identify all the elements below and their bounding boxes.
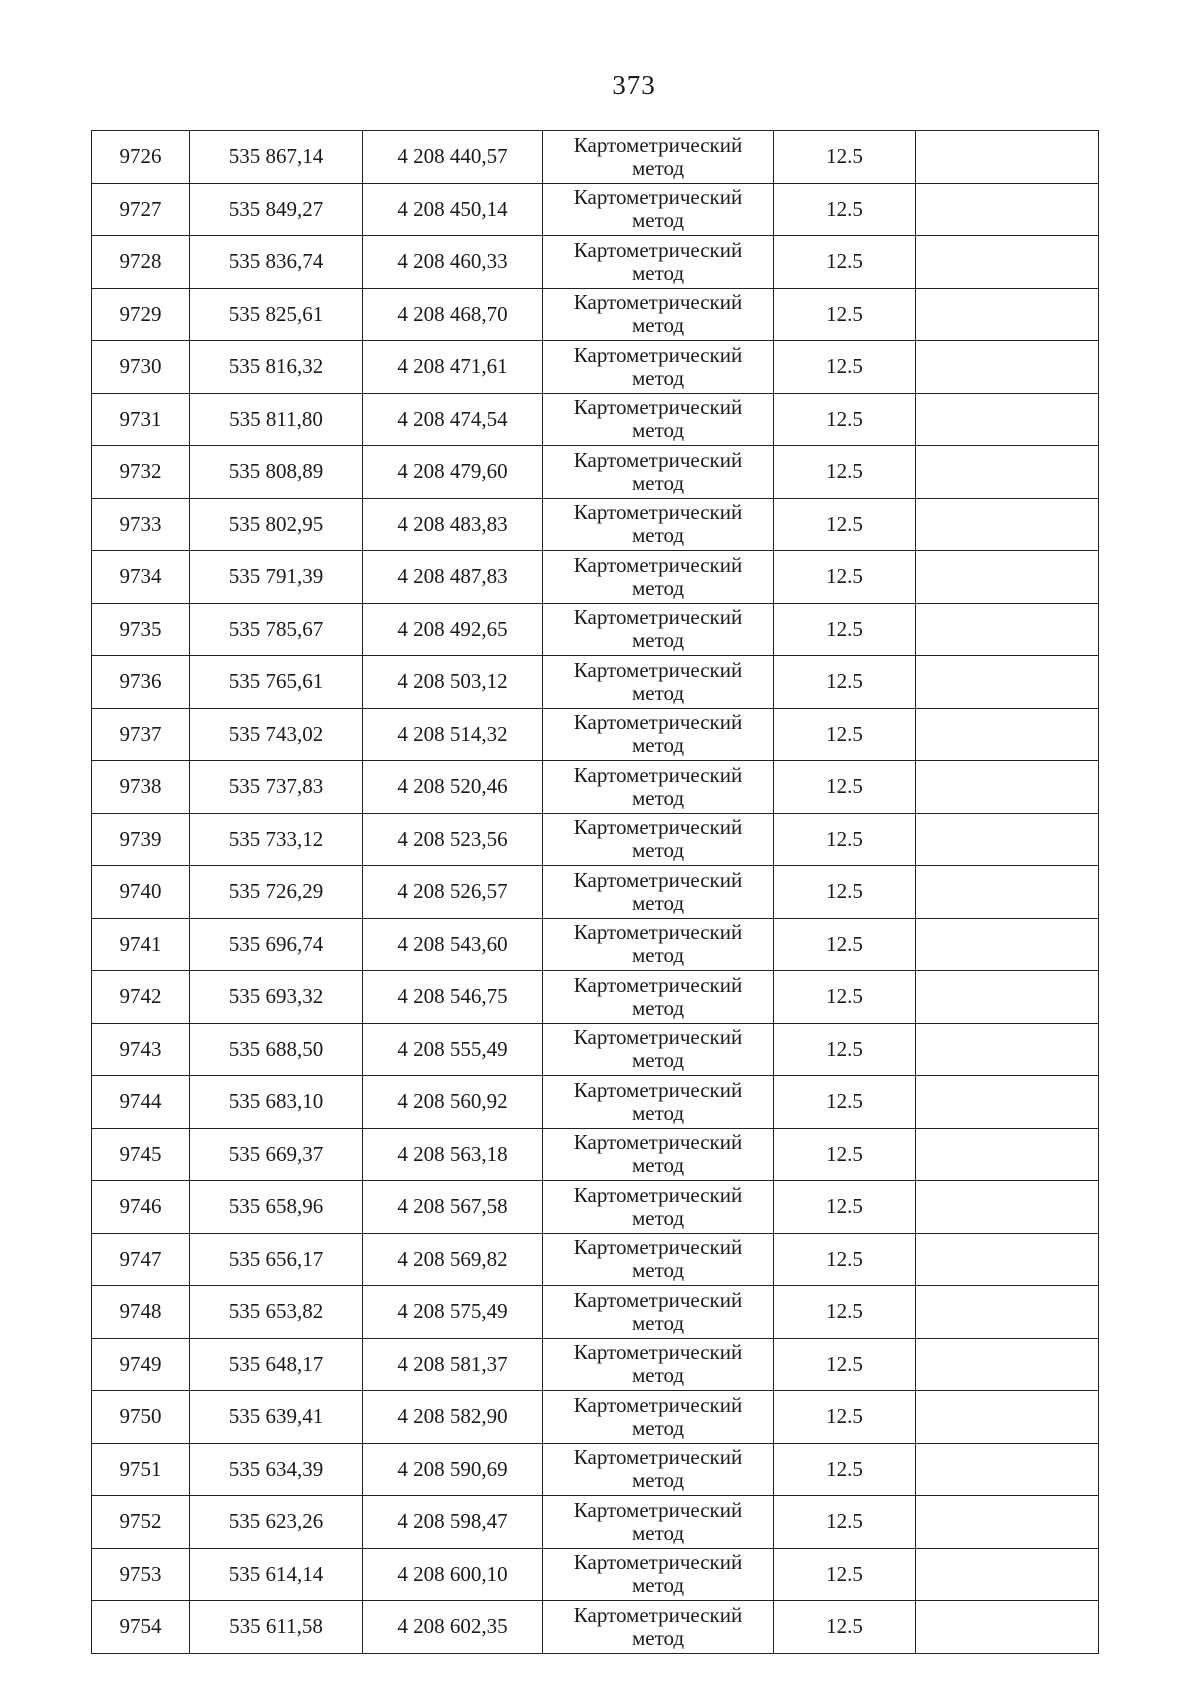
point-number-cell: 9745 xyxy=(92,1128,190,1181)
method-line-2: метод xyxy=(631,1363,685,1388)
point-number-cell: 9732 xyxy=(92,446,190,499)
point-number-cell: 9729 xyxy=(92,288,190,341)
y-coordinate-cell: 4 208 450,14 xyxy=(363,183,543,236)
y-coordinate-cell: 4 208 526,57 xyxy=(363,866,543,919)
accuracy-cell: 12.5 xyxy=(774,1443,916,1496)
method-line-1: Картометрический xyxy=(573,447,743,472)
x-coordinate-cell: 535 825,61 xyxy=(190,288,363,341)
table-row xyxy=(92,603,1099,656)
y-coordinate-cell: 4 208 575,49 xyxy=(363,1286,543,1339)
x-coordinate-cell: 535 669,37 xyxy=(190,1128,363,1181)
method-line-2: метод xyxy=(631,1310,685,1335)
y-coordinate-cell: 4 208 590,69 xyxy=(363,1443,543,1496)
empty-cell xyxy=(916,813,1099,866)
method-cell xyxy=(543,866,774,919)
method-line-1: Картометрический xyxy=(573,867,743,892)
point-number-cell: 9728 xyxy=(92,236,190,289)
x-coordinate-cell: 535 808,89 xyxy=(190,446,363,499)
empty-cell xyxy=(916,1286,1099,1339)
x-coordinate-cell: 535 688,50 xyxy=(190,1023,363,1076)
x-coordinate-cell: 535 634,39 xyxy=(190,1443,363,1496)
method-cell xyxy=(543,446,774,499)
table-row xyxy=(92,551,1099,604)
method-line-1: Картометрический xyxy=(573,1025,743,1050)
y-coordinate-cell: 4 208 483,83 xyxy=(363,498,543,551)
accuracy-cell: 12.5 xyxy=(774,1128,916,1181)
accuracy-cell: 12.5 xyxy=(774,1496,916,1549)
method-line-1: Картометрический xyxy=(573,1392,743,1417)
x-coordinate-cell: 535 867,14 xyxy=(190,131,363,184)
empty-cell xyxy=(916,1443,1099,1496)
method-line-1: Картометрический xyxy=(573,1077,743,1102)
method-line-2: метод xyxy=(631,1520,685,1545)
table-row xyxy=(92,341,1099,394)
x-coordinate-cell: 535 791,39 xyxy=(190,551,363,604)
method-line-1: Картометрический xyxy=(573,1235,743,1260)
point-number-cell: 9754 xyxy=(92,1601,190,1654)
method-cell xyxy=(543,288,774,341)
accuracy-cell: 12.5 xyxy=(774,498,916,551)
table-row xyxy=(92,761,1099,814)
method-line-1: Картометрический xyxy=(573,290,743,315)
x-coordinate-cell: 535 623,26 xyxy=(190,1496,363,1549)
method-cell xyxy=(543,971,774,1024)
point-number-cell: 9737 xyxy=(92,708,190,761)
y-coordinate-cell: 4 208 560,92 xyxy=(363,1076,543,1129)
accuracy-cell: 12.5 xyxy=(774,1338,916,1391)
table-row xyxy=(92,131,1099,184)
method-line-2: метод xyxy=(631,418,685,443)
point-number-cell: 9744 xyxy=(92,1076,190,1129)
method-line-2: метод xyxy=(631,890,685,915)
method-line-2: метод xyxy=(631,1625,685,1650)
empty-cell xyxy=(916,761,1099,814)
point-number-cell: 9740 xyxy=(92,866,190,919)
coordinates-table-body xyxy=(92,131,1099,1654)
method-cell xyxy=(543,1601,774,1654)
method-line-1: Картометрический xyxy=(573,605,743,630)
method-cell xyxy=(543,1286,774,1339)
empty-cell xyxy=(916,1496,1099,1549)
x-coordinate-cell: 535 696,74 xyxy=(190,918,363,971)
empty-cell xyxy=(916,341,1099,394)
point-number-cell: 9747 xyxy=(92,1233,190,1286)
method-cell xyxy=(543,1128,774,1181)
empty-cell xyxy=(916,498,1099,551)
accuracy-cell: 12.5 xyxy=(774,1286,916,1339)
y-coordinate-cell: 4 208 460,33 xyxy=(363,236,543,289)
point-number-cell: 9743 xyxy=(92,1023,190,1076)
empty-cell xyxy=(916,866,1099,919)
empty-cell xyxy=(916,131,1099,184)
table-row xyxy=(92,1338,1099,1391)
accuracy-cell: 12.5 xyxy=(774,341,916,394)
empty-cell xyxy=(916,971,1099,1024)
empty-cell xyxy=(916,1391,1099,1444)
table-row xyxy=(92,708,1099,761)
x-coordinate-cell: 535 733,12 xyxy=(190,813,363,866)
table-row xyxy=(92,288,1099,341)
empty-cell xyxy=(916,656,1099,709)
empty-cell xyxy=(916,1601,1099,1654)
y-coordinate-cell: 4 208 600,10 xyxy=(363,1548,543,1601)
point-number-cell: 9751 xyxy=(92,1443,190,1496)
method-cell xyxy=(543,1076,774,1129)
method-line-1: Картометрический xyxy=(573,1182,743,1207)
method-cell xyxy=(543,551,774,604)
point-number-cell: 9733 xyxy=(92,498,190,551)
point-number-cell: 9736 xyxy=(92,656,190,709)
accuracy-cell: 12.5 xyxy=(774,1548,916,1601)
x-coordinate-cell: 535 849,27 xyxy=(190,183,363,236)
x-coordinate-cell: 535 785,67 xyxy=(190,603,363,656)
y-coordinate-cell: 4 208 567,58 xyxy=(363,1181,543,1234)
accuracy-cell: 12.5 xyxy=(774,1601,916,1654)
method-line-2: метод xyxy=(631,1048,685,1073)
method-line-1: Картометрический xyxy=(573,500,743,525)
x-coordinate-cell: 535 811,80 xyxy=(190,393,363,446)
accuracy-cell: 12.5 xyxy=(774,288,916,341)
x-coordinate-cell: 535 683,10 xyxy=(190,1076,363,1129)
method-cell xyxy=(543,1181,774,1234)
table-row xyxy=(92,393,1099,446)
method-line-2: метод xyxy=(631,628,685,653)
empty-cell xyxy=(916,603,1099,656)
x-coordinate-cell: 535 653,82 xyxy=(190,1286,363,1339)
coordinates-table xyxy=(91,130,1099,1654)
accuracy-cell: 12.5 xyxy=(774,1023,916,1076)
method-line-1: Картометрический xyxy=(573,657,743,682)
method-cell xyxy=(543,603,774,656)
point-number-cell: 9727 xyxy=(92,183,190,236)
method-line-2: метод xyxy=(631,313,685,338)
point-number-cell: 9739 xyxy=(92,813,190,866)
empty-cell xyxy=(916,1181,1099,1234)
y-coordinate-cell: 4 208 546,75 xyxy=(363,971,543,1024)
x-coordinate-cell: 535 648,17 xyxy=(190,1338,363,1391)
method-cell xyxy=(543,1338,774,1391)
table-row xyxy=(92,866,1099,919)
y-coordinate-cell: 4 208 582,90 xyxy=(363,1391,543,1444)
table-row xyxy=(92,971,1099,1024)
x-coordinate-cell: 535 639,41 xyxy=(190,1391,363,1444)
table-row xyxy=(92,1601,1099,1654)
table-row xyxy=(92,1391,1099,1444)
accuracy-cell: 12.5 xyxy=(774,446,916,499)
method-cell xyxy=(543,708,774,761)
method-cell xyxy=(543,183,774,236)
empty-cell xyxy=(916,393,1099,446)
point-number-cell: 9726 xyxy=(92,131,190,184)
y-coordinate-cell: 4 208 581,37 xyxy=(363,1338,543,1391)
empty-cell xyxy=(916,551,1099,604)
y-coordinate-cell: 4 208 520,46 xyxy=(363,761,543,814)
empty-cell xyxy=(916,1233,1099,1286)
method-cell xyxy=(543,813,774,866)
method-line-1: Картометрический xyxy=(573,1340,743,1365)
x-coordinate-cell: 535 693,32 xyxy=(190,971,363,1024)
x-coordinate-cell: 535 816,32 xyxy=(190,341,363,394)
method-cell xyxy=(543,498,774,551)
method-line-2: метод xyxy=(631,208,685,233)
table-row xyxy=(92,1496,1099,1549)
point-number-cell: 9746 xyxy=(92,1181,190,1234)
table-row xyxy=(92,1548,1099,1601)
accuracy-cell: 12.5 xyxy=(774,1181,916,1234)
method-line-2: метод xyxy=(631,1573,685,1598)
y-coordinate-cell: 4 208 514,32 xyxy=(363,708,543,761)
table-row xyxy=(92,1128,1099,1181)
point-number-cell: 9752 xyxy=(92,1496,190,1549)
method-line-1: Картометрический xyxy=(573,920,743,945)
method-cell xyxy=(543,236,774,289)
method-line-1: Картометрический xyxy=(573,1287,743,1312)
x-coordinate-cell: 535 765,61 xyxy=(190,656,363,709)
accuracy-cell: 12.5 xyxy=(774,866,916,919)
method-line-2: метод xyxy=(631,943,685,968)
method-line-2: метод xyxy=(631,575,685,600)
empty-cell xyxy=(916,288,1099,341)
table-row xyxy=(92,1023,1099,1076)
empty-cell xyxy=(916,1338,1099,1391)
method-line-1: Картометрический xyxy=(573,710,743,735)
method-cell xyxy=(543,1391,774,1444)
method-line-1: Картометрический xyxy=(573,132,743,157)
method-cell xyxy=(543,341,774,394)
accuracy-cell: 12.5 xyxy=(774,551,916,604)
method-cell xyxy=(543,656,774,709)
point-number-cell: 9750 xyxy=(92,1391,190,1444)
method-line-2: метод xyxy=(631,1415,685,1440)
method-line-2: метод xyxy=(631,1258,685,1283)
method-line-1: Картометрический xyxy=(573,342,743,367)
method-cell xyxy=(543,761,774,814)
point-number-cell: 9734 xyxy=(92,551,190,604)
y-coordinate-cell: 4 208 487,83 xyxy=(363,551,543,604)
method-line-1: Картометрический xyxy=(573,1550,743,1575)
x-coordinate-cell: 535 802,95 xyxy=(190,498,363,551)
x-coordinate-cell: 535 656,17 xyxy=(190,1233,363,1286)
accuracy-cell: 12.5 xyxy=(774,236,916,289)
point-number-cell: 9748 xyxy=(92,1286,190,1339)
y-coordinate-cell: 4 208 503,12 xyxy=(363,656,543,709)
point-number-cell: 9749 xyxy=(92,1338,190,1391)
table-row xyxy=(92,498,1099,551)
method-line-1: Картометрический xyxy=(573,1130,743,1155)
accuracy-cell: 12.5 xyxy=(774,603,916,656)
accuracy-cell: 12.5 xyxy=(774,393,916,446)
method-line-1: Картометрический xyxy=(573,1445,743,1470)
point-number-cell: 9741 xyxy=(92,918,190,971)
table-row xyxy=(92,656,1099,709)
table-row xyxy=(92,1286,1099,1339)
table-row xyxy=(92,183,1099,236)
point-number-cell: 9731 xyxy=(92,393,190,446)
method-line-1: Картометрический xyxy=(573,395,743,420)
accuracy-cell: 12.5 xyxy=(774,813,916,866)
method-cell xyxy=(543,1443,774,1496)
y-coordinate-cell: 4 208 471,61 xyxy=(363,341,543,394)
method-cell xyxy=(543,131,774,184)
table-row xyxy=(92,1181,1099,1234)
x-coordinate-cell: 535 743,02 xyxy=(190,708,363,761)
method-cell xyxy=(543,918,774,971)
page-number: 373 xyxy=(612,70,656,100)
accuracy-cell: 12.5 xyxy=(774,183,916,236)
accuracy-cell: 12.5 xyxy=(774,656,916,709)
y-coordinate-cell: 4 208 555,49 xyxy=(363,1023,543,1076)
table-row xyxy=(92,1233,1099,1286)
x-coordinate-cell: 535 614,14 xyxy=(190,1548,363,1601)
point-number-cell: 9742 xyxy=(92,971,190,1024)
method-line-1: Картометрический xyxy=(573,185,743,210)
method-line-1: Картометрический xyxy=(573,552,743,577)
method-line-2: метод xyxy=(631,680,685,705)
empty-cell xyxy=(916,183,1099,236)
method-line-2: метод xyxy=(631,365,685,390)
accuracy-cell: 12.5 xyxy=(774,1391,916,1444)
accuracy-cell: 12.5 xyxy=(774,1076,916,1129)
method-line-1: Картометрический xyxy=(573,1497,743,1522)
accuracy-cell: 12.5 xyxy=(774,1233,916,1286)
table-row xyxy=(92,813,1099,866)
method-line-2: метод xyxy=(631,155,685,180)
method-line-2: метод xyxy=(631,1153,685,1178)
y-coordinate-cell: 4 208 523,56 xyxy=(363,813,543,866)
point-number-cell: 9753 xyxy=(92,1548,190,1601)
method-line-2: метод xyxy=(631,523,685,548)
table-row xyxy=(92,1443,1099,1496)
y-coordinate-cell: 4 208 543,60 xyxy=(363,918,543,971)
table-row xyxy=(92,236,1099,289)
method-cell xyxy=(543,393,774,446)
method-line-2: метод xyxy=(631,785,685,810)
y-coordinate-cell: 4 208 474,54 xyxy=(363,393,543,446)
table-row xyxy=(92,1076,1099,1129)
method-line-1: Картометрический xyxy=(573,815,743,840)
point-number-cell: 9738 xyxy=(92,761,190,814)
method-line-2: метод xyxy=(631,995,685,1020)
empty-cell xyxy=(916,1548,1099,1601)
method-cell xyxy=(543,1548,774,1601)
empty-cell xyxy=(916,1023,1099,1076)
method-line-1: Картометрический xyxy=(573,972,743,997)
table-row xyxy=(92,918,1099,971)
method-line-2: метод xyxy=(631,470,685,495)
method-line-2: метод xyxy=(631,1205,685,1230)
y-coordinate-cell: 4 208 569,82 xyxy=(363,1233,543,1286)
method-line-2: метод xyxy=(631,733,685,758)
y-coordinate-cell: 4 208 479,60 xyxy=(363,446,543,499)
table-row xyxy=(92,446,1099,499)
method-line-1: Картометрический xyxy=(573,762,743,787)
x-coordinate-cell: 535 737,83 xyxy=(190,761,363,814)
x-coordinate-cell: 535 611,58 xyxy=(190,1601,363,1654)
method-cell xyxy=(543,1496,774,1549)
y-coordinate-cell: 4 208 563,18 xyxy=(363,1128,543,1181)
empty-cell xyxy=(916,708,1099,761)
point-number-cell: 9735 xyxy=(92,603,190,656)
method-line-2: метод xyxy=(631,838,685,863)
empty-cell xyxy=(916,1076,1099,1129)
method-line-1: Картометрический xyxy=(573,237,743,262)
method-line-2: метод xyxy=(631,260,685,285)
accuracy-cell: 12.5 xyxy=(774,761,916,814)
accuracy-cell: 12.5 xyxy=(774,708,916,761)
y-coordinate-cell: 4 208 468,70 xyxy=(363,288,543,341)
method-line-1: Картометрический xyxy=(573,1602,743,1627)
empty-cell xyxy=(916,446,1099,499)
empty-cell xyxy=(916,918,1099,971)
point-number-cell: 9730 xyxy=(92,341,190,394)
x-coordinate-cell: 535 726,29 xyxy=(190,866,363,919)
accuracy-cell: 12.5 xyxy=(774,971,916,1024)
y-coordinate-cell: 4 208 492,65 xyxy=(363,603,543,656)
method-cell xyxy=(543,1023,774,1076)
x-coordinate-cell: 535 836,74 xyxy=(190,236,363,289)
accuracy-cell: 12.5 xyxy=(774,131,916,184)
method-line-2: метод xyxy=(631,1468,685,1493)
method-line-2: метод xyxy=(631,1100,685,1125)
empty-cell xyxy=(916,236,1099,289)
x-coordinate-cell: 535 658,96 xyxy=(190,1181,363,1234)
y-coordinate-cell: 4 208 598,47 xyxy=(363,1496,543,1549)
y-coordinate-cell: 4 208 602,35 xyxy=(363,1601,543,1654)
empty-cell xyxy=(916,1128,1099,1181)
method-cell xyxy=(543,1233,774,1286)
accuracy-cell: 12.5 xyxy=(774,918,916,971)
y-coordinate-cell: 4 208 440,57 xyxy=(363,131,543,184)
